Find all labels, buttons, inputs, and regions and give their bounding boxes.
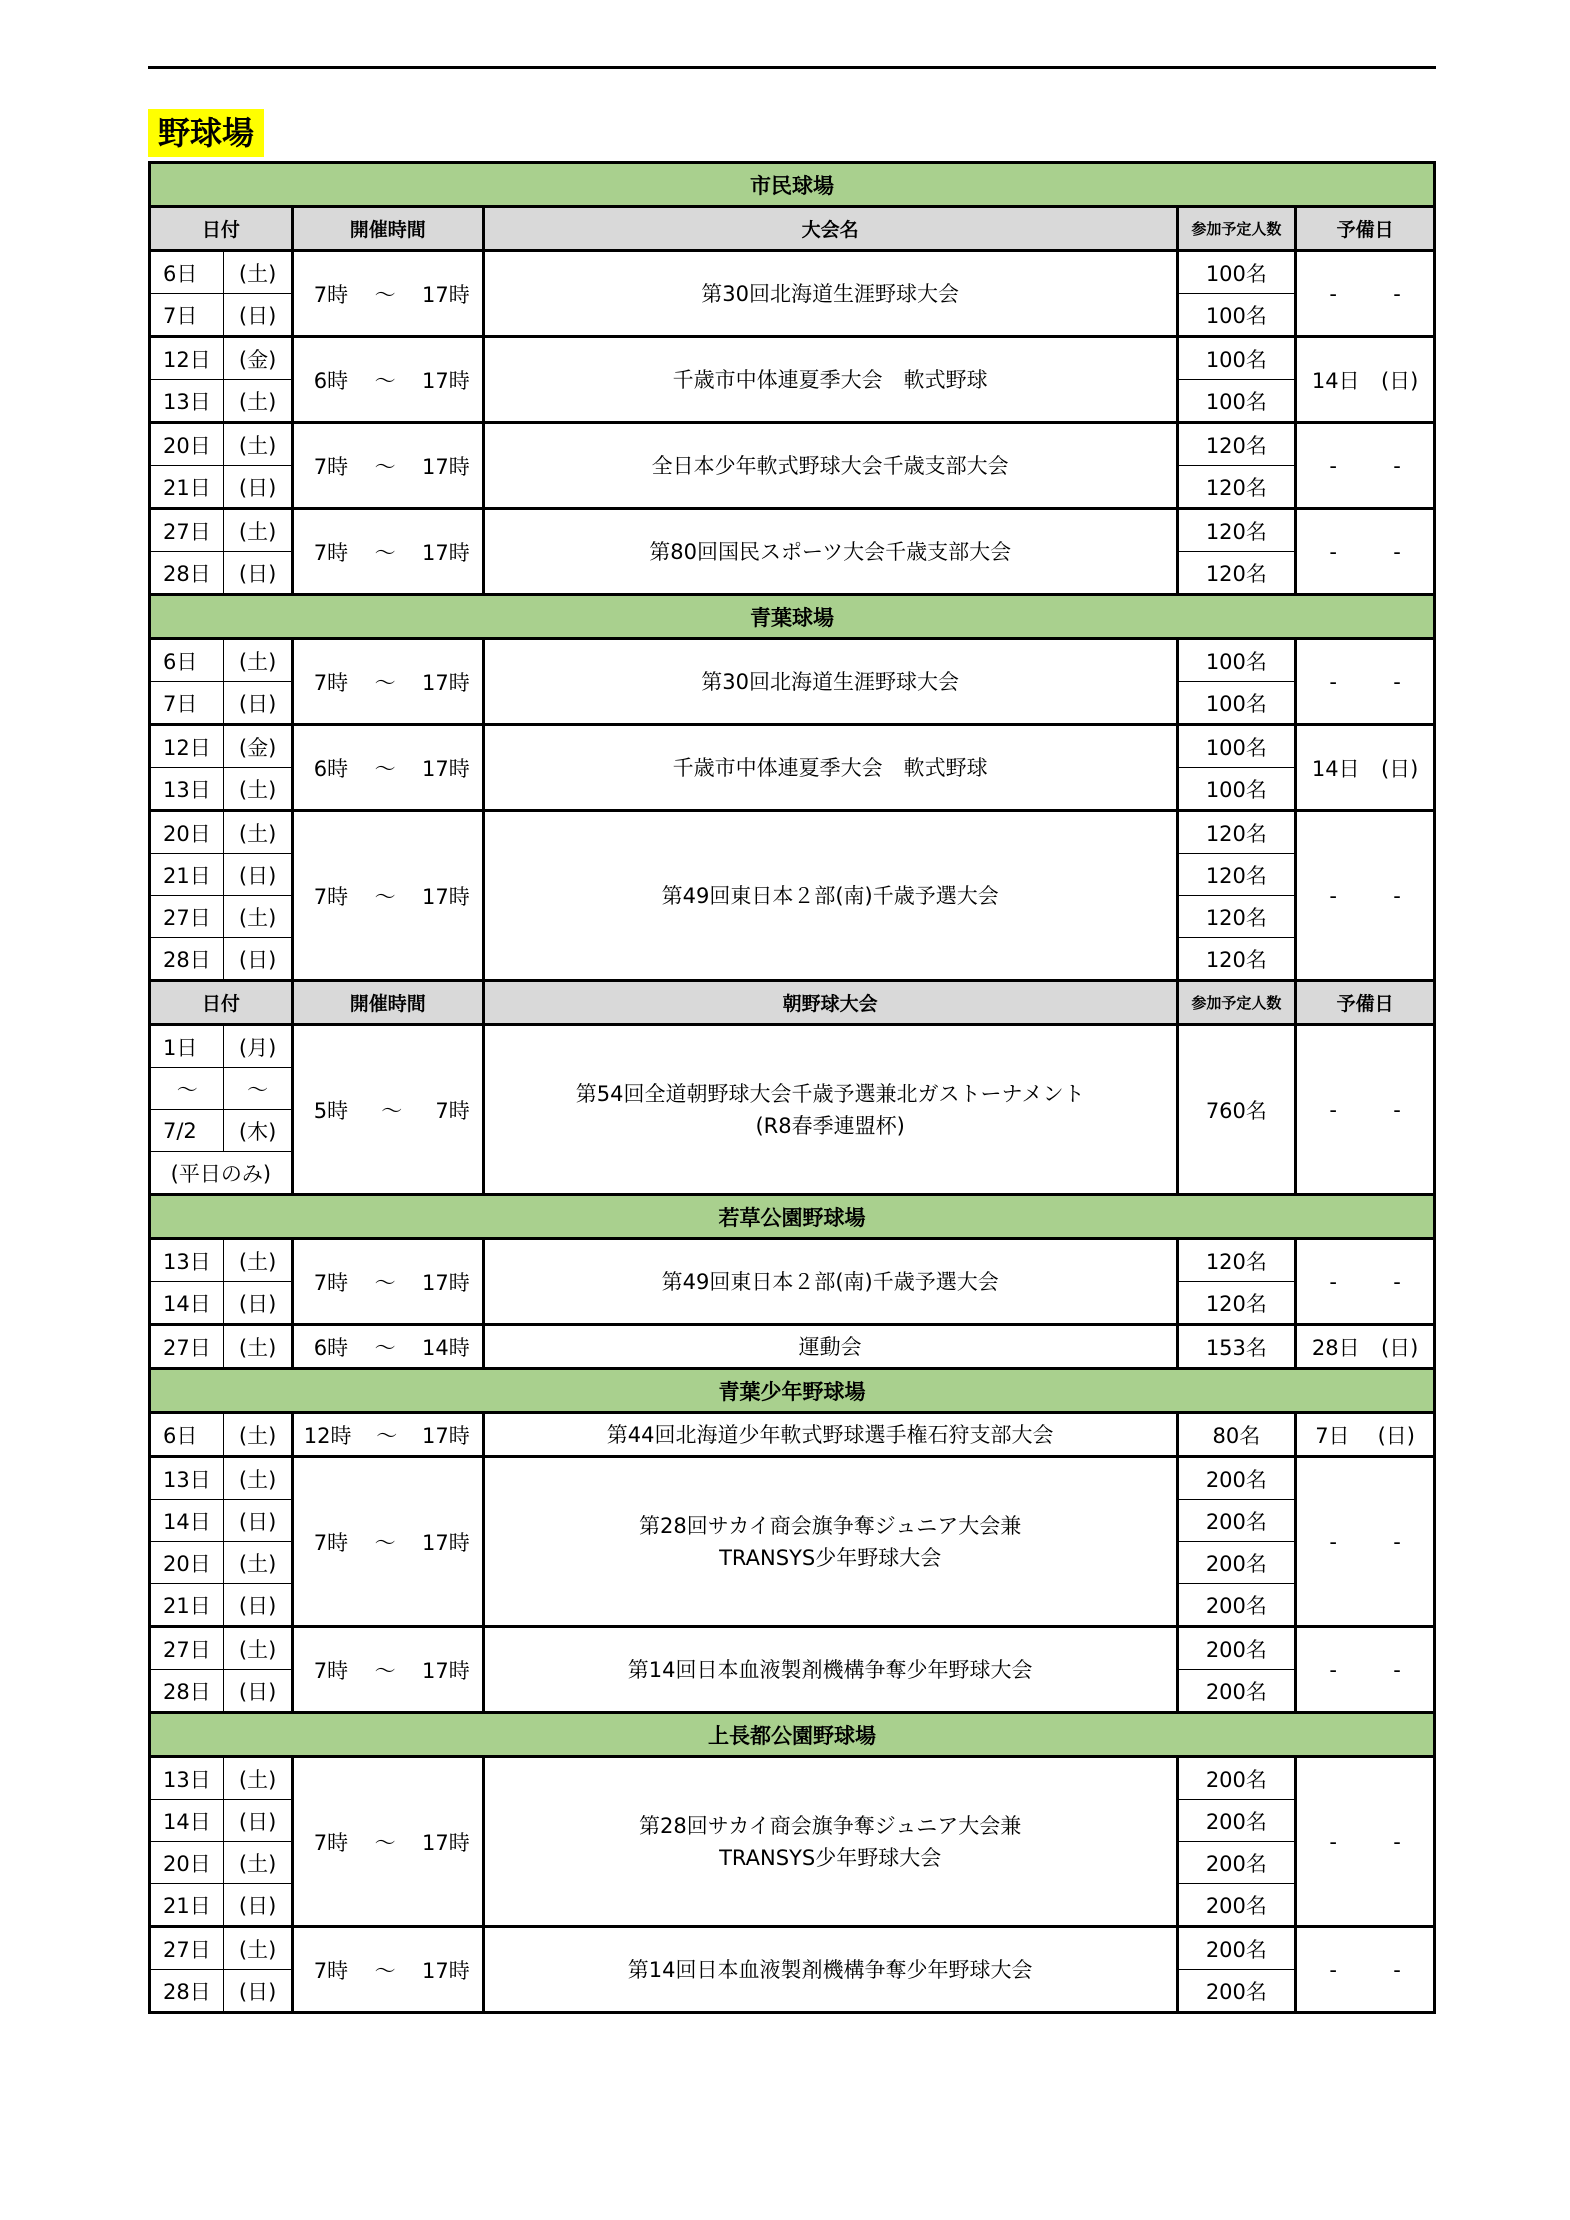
date-cell: 6日 — [150, 639, 224, 682]
table-row — [150, 423, 1435, 466]
weekday-cell: (土) — [224, 896, 292, 938]
reserve-weekday: - — [1393, 281, 1401, 306]
end-time: 17時 — [422, 540, 470, 565]
participants-cell: 120名 — [1177, 854, 1296, 896]
weekday-cell: (日) — [224, 1800, 292, 1842]
time-cell — [292, 337, 483, 423]
participants-cell: 100名 — [1177, 639, 1296, 682]
date-cell: 27日 — [150, 896, 224, 938]
start-time: 7時 — [313, 1530, 349, 1555]
date-cell: 13日 — [150, 1239, 224, 1282]
reserve-day: 14日 — [1311, 368, 1360, 393]
reserve-day: - — [1329, 539, 1337, 564]
weekday-cell: (土) — [224, 380, 292, 423]
tilde: ～ — [374, 670, 396, 695]
table-row — [150, 509, 1435, 552]
participants-cell: 760名 — [1177, 1025, 1296, 1195]
weekday-cell: (土) — [224, 1757, 292, 1800]
table-row — [150, 1239, 1435, 1282]
reserve-weekday: (日) — [1380, 756, 1419, 781]
schedule-body — [150, 163, 1435, 2013]
end-time: 17時 — [422, 884, 470, 909]
reserve-cell — [1296, 509, 1435, 595]
top-rule — [148, 66, 1436, 69]
participants-cell: 200名 — [1177, 1757, 1296, 1800]
time-cell — [292, 725, 483, 811]
reserve-weekday: (日) — [1380, 368, 1419, 393]
start-time: 7時 — [313, 1830, 349, 1855]
reserve-cell — [1296, 1413, 1435, 1457]
start-time: 6時 — [313, 756, 349, 781]
reserve-day: - — [1329, 1657, 1337, 1682]
date-cell: 28日 — [150, 1970, 224, 2013]
header-date: 日付 — [150, 981, 293, 1025]
participants-cell: 200名 — [1177, 1542, 1296, 1584]
date-cell: 6日 — [150, 251, 224, 294]
table-row — [150, 1627, 1435, 1670]
tilde: ～ — [374, 368, 396, 393]
participants-cell: 120名 — [1177, 938, 1296, 981]
reserve-weekday: - — [1393, 1097, 1401, 1122]
table-row — [150, 1413, 1435, 1457]
header-reserve: 予備日 — [1296, 981, 1435, 1025]
reserve-weekday: - — [1393, 1269, 1401, 1294]
weekday-cell: (日) — [224, 1670, 292, 1713]
weekday-cell: (日) — [224, 682, 292, 725]
event-name: 千歳市中体連夏季大会 軟式野球 — [483, 337, 1177, 423]
participants-cell: 120名 — [1177, 423, 1296, 466]
reserve-weekday: (日) — [1377, 1423, 1415, 1448]
page-title: 野球場 — [148, 109, 264, 157]
time-cell — [292, 1325, 483, 1369]
participants-cell: 200名 — [1177, 1457, 1296, 1500]
weekday-cell: (土) — [224, 1325, 292, 1369]
venue-name: 青葉球場 — [150, 595, 1435, 639]
participants-cell: 200名 — [1177, 1927, 1296, 1970]
table-row — [150, 811, 1435, 854]
weekday-cell: (土) — [224, 423, 292, 466]
reserve-day: - — [1329, 1829, 1337, 1854]
reserve-weekday: (日) — [1380, 1335, 1419, 1360]
date-cell: 14日 — [150, 1500, 224, 1542]
table-row — [150, 1325, 1435, 1369]
participants-cell: 200名 — [1177, 1500, 1296, 1542]
reserve-cell — [1296, 1927, 1435, 2013]
reserve-day: 7日 — [1315, 1423, 1350, 1448]
date-cell: 13日 — [150, 1457, 224, 1500]
weekday-cell: (土) — [224, 1842, 292, 1884]
tilde: ～ — [376, 1423, 398, 1448]
start-time: 5時 — [313, 1098, 349, 1123]
reserve-weekday: - — [1393, 453, 1401, 478]
participants-cell: 120名 — [1177, 509, 1296, 552]
date-cell: 7日 — [150, 294, 224, 337]
weekday-cell: (日) — [224, 294, 292, 337]
reserve-cell — [1296, 337, 1435, 423]
reserve-cell — [1296, 639, 1435, 725]
weekday-cell: (土) — [224, 251, 292, 294]
participants-cell: 200名 — [1177, 1627, 1296, 1670]
reserve-cell — [1296, 423, 1435, 509]
date-cell: 6日 — [150, 1413, 224, 1457]
participants-cell: 153名 — [1177, 1325, 1296, 1369]
time-cell — [292, 1757, 483, 1927]
date-cell: 1日 — [150, 1025, 224, 1068]
date-cell: 7日 — [150, 682, 224, 725]
header-event: 大会名 — [483, 207, 1177, 251]
tilde: ～ — [374, 884, 396, 909]
event-name: 第30回北海道生涯野球大会 — [483, 639, 1177, 725]
time-cell — [292, 1025, 483, 1195]
reserve-cell — [1296, 725, 1435, 811]
end-time: 17時 — [422, 454, 470, 479]
weekday-cell: (土) — [224, 1627, 292, 1670]
table-row — [150, 1025, 1435, 1068]
table-row — [150, 1757, 1435, 1800]
weekday-cell: (日) — [224, 1584, 292, 1627]
participants-cell: 80名 — [1177, 1413, 1296, 1457]
participants-cell: 100名 — [1177, 337, 1296, 380]
schedule-table — [148, 161, 1436, 2014]
reserve-day: - — [1329, 669, 1337, 694]
weekday-cell: (木) — [224, 1110, 292, 1152]
participants-cell: 100名 — [1177, 294, 1296, 337]
tilde: ～ — [374, 1830, 396, 1855]
reserve-weekday: - — [1393, 1829, 1401, 1854]
date-cell: 13日 — [150, 1757, 224, 1800]
tilde: ～ — [374, 1270, 396, 1295]
participants-cell: 100名 — [1177, 251, 1296, 294]
date-cell: 20日 — [150, 423, 224, 466]
weekday-cell: (日) — [224, 1500, 292, 1542]
venue-row — [150, 1713, 1435, 1757]
weekday-cell: (日) — [224, 1970, 292, 2013]
date-cell: 21日 — [150, 466, 224, 509]
venue-row — [150, 595, 1435, 639]
date-cell: 27日 — [150, 509, 224, 552]
reserve-day: - — [1329, 453, 1337, 478]
header-date: 日付 — [150, 207, 293, 251]
event-name: 第14回日本血液製剤機構争奪少年野球大会 — [483, 1627, 1177, 1713]
event-name-line2: (R8春季連盟杯) — [755, 1113, 905, 1138]
table-row — [150, 251, 1435, 294]
start-time: 12時 — [303, 1423, 352, 1448]
date-cell: 20日 — [150, 811, 224, 854]
participants-cell: 120名 — [1177, 811, 1296, 854]
participants-cell: 100名 — [1177, 682, 1296, 725]
date-cell: 27日 — [150, 1927, 224, 1970]
header-participants: 参加予定人数 — [1177, 981, 1296, 1025]
start-time: 7時 — [313, 540, 349, 565]
venue-row — [150, 1195, 1435, 1239]
time-cell — [292, 639, 483, 725]
start-time: 7時 — [313, 1270, 349, 1295]
weekday-cell: (月) — [224, 1025, 292, 1068]
participants-cell: 200名 — [1177, 1842, 1296, 1884]
reserve-weekday: - — [1393, 883, 1401, 908]
time-cell — [292, 423, 483, 509]
header-reserve: 予備日 — [1296, 207, 1435, 251]
header-time: 開催時間 — [292, 207, 483, 251]
time-cell — [292, 1927, 483, 2013]
participants-cell: 120名 — [1177, 896, 1296, 938]
weekday-cell: (金) — [224, 337, 292, 380]
reserve-cell — [1296, 251, 1435, 337]
reserve-cell — [1296, 1325, 1435, 1369]
start-time: 6時 — [313, 368, 349, 393]
venue-name: 青葉少年野球場 — [150, 1369, 1435, 1413]
start-time: 7時 — [313, 884, 349, 909]
weekday-cell: (日) — [224, 466, 292, 509]
end-time: 17時 — [422, 1658, 470, 1683]
reserve-weekday: - — [1393, 669, 1401, 694]
end-time: 17時 — [422, 1830, 470, 1855]
participants-cell: 200名 — [1177, 1800, 1296, 1842]
date-cell: 20日 — [150, 1842, 224, 1884]
event-name — [483, 1025, 1177, 1195]
event-name — [483, 1757, 1177, 1927]
venue-row — [150, 163, 1435, 207]
reserve-weekday: - — [1393, 539, 1401, 564]
date-cell: 28日 — [150, 1670, 224, 1713]
weekday-cell: (日) — [224, 938, 292, 981]
time-cell — [292, 509, 483, 595]
participants-cell: 120名 — [1177, 466, 1296, 509]
event-name-line2: TRANSYS少年野球大会 — [719, 1845, 942, 1870]
date-cell: 27日 — [150, 1325, 224, 1369]
participants-cell: 100名 — [1177, 768, 1296, 811]
event-name: 千歳市中体連夏季大会 軟式野球 — [483, 725, 1177, 811]
venue-name: 若草公園野球場 — [150, 1195, 1435, 1239]
tilde: ～ — [374, 756, 396, 781]
tilde: ～ — [374, 1958, 396, 1983]
time-cell — [292, 1239, 483, 1325]
participants-cell: 100名 — [1177, 725, 1296, 768]
event-name: 第80回国民スポーツ大会千歳支部大会 — [483, 509, 1177, 595]
end-time: 7時 — [435, 1098, 470, 1123]
start-time: 7時 — [313, 282, 349, 307]
end-time: 17時 — [422, 1270, 470, 1295]
participants-cell: 200名 — [1177, 1584, 1296, 1627]
date-cell: ～ — [150, 1068, 224, 1110]
event-name: 運動会 — [483, 1325, 1177, 1369]
weekday-cell: (土) — [224, 1927, 292, 1970]
date-cell: 14日 — [150, 1282, 224, 1325]
venue-row — [150, 1369, 1435, 1413]
header-time: 開催時間 — [292, 981, 483, 1025]
start-time: 7時 — [313, 454, 349, 479]
reserve-cell — [1296, 1457, 1435, 1627]
start-time: 6時 — [313, 1335, 349, 1360]
end-time: 17時 — [422, 1530, 470, 1555]
tilde: ～ — [374, 282, 396, 307]
event-name: 第30回北海道生涯野球大会 — [483, 251, 1177, 337]
participants-cell: 200名 — [1177, 1670, 1296, 1713]
table-row — [150, 639, 1435, 682]
reserve-day: 28日 — [1311, 1335, 1360, 1360]
participants-cell: 200名 — [1177, 1884, 1296, 1927]
event-name: 第44回北海道少年軟式野球選手権石狩支部大会 — [483, 1413, 1177, 1457]
start-time: 7時 — [313, 1658, 349, 1683]
weekday-cell: (土) — [224, 639, 292, 682]
header-participants: 参加予定人数 — [1177, 207, 1296, 251]
end-time: 17時 — [422, 1958, 470, 1983]
table-row — [150, 725, 1435, 768]
reserve-weekday: - — [1393, 1957, 1401, 1982]
event-name-line2: TRANSYS少年野球大会 — [719, 1545, 942, 1570]
tilde: ～ — [374, 1658, 396, 1683]
reserve-weekday: - — [1393, 1657, 1401, 1682]
weekday-cell: (土) — [224, 768, 292, 811]
reserve-day: - — [1329, 281, 1337, 306]
table-row — [150, 1927, 1435, 1970]
event-name-line1: 第54回全道朝野球大会千歳予選兼北ガストーナメント — [575, 1081, 1085, 1106]
weekday-cell: (日) — [224, 552, 292, 595]
participants-cell: 120名 — [1177, 1282, 1296, 1325]
date-cell: 12日 — [150, 725, 224, 768]
tilde: ～ — [374, 454, 396, 479]
date-cell: 21日 — [150, 854, 224, 896]
date-cell: 21日 — [150, 1584, 224, 1627]
weekday-cell: (土) — [224, 1457, 292, 1500]
start-time: 7時 — [313, 670, 349, 695]
event-name — [483, 1457, 1177, 1627]
time-cell — [292, 1457, 483, 1627]
weekday-cell: (土) — [224, 509, 292, 552]
reserve-weekday: - — [1393, 1529, 1401, 1554]
tilde: ～ — [374, 1335, 396, 1360]
header-morning-event: 朝野球大会 — [483, 981, 1177, 1025]
weekday-cell: (日) — [224, 1884, 292, 1927]
end-time: 17時 — [422, 670, 470, 695]
date-cell: 28日 — [150, 938, 224, 981]
date-cell: 20日 — [150, 1542, 224, 1584]
end-time: 17時 — [422, 756, 470, 781]
tilde: ～ — [374, 1530, 396, 1555]
event-name-line1: 第28回サカイ商会旗争奪ジュニア大会兼 — [639, 1813, 1022, 1838]
reserve-day: 14日 — [1311, 756, 1360, 781]
end-time: 17時 — [422, 1423, 470, 1448]
date-cell: 21日 — [150, 1884, 224, 1927]
time-cell — [292, 811, 483, 981]
reserve-day: - — [1329, 883, 1337, 908]
weekday-cell: (土) — [224, 1542, 292, 1584]
weekday-cell: (土) — [224, 811, 292, 854]
participants-cell: 100名 — [1177, 380, 1296, 423]
reserve-day: - — [1329, 1269, 1337, 1294]
reserve-cell — [1296, 1025, 1435, 1195]
weekday-cell: (土) — [224, 1239, 292, 1282]
venue-name: 市民球場 — [150, 163, 1435, 207]
participants-cell: 120名 — [1177, 1239, 1296, 1282]
date-cell: 7/2 — [150, 1110, 224, 1152]
reserve-cell — [1296, 1239, 1435, 1325]
header-row — [150, 981, 1435, 1025]
reserve-cell — [1296, 1757, 1435, 1927]
time-cell — [292, 1413, 483, 1457]
tilde: ～ — [381, 1098, 403, 1123]
date-cell: 28日 — [150, 552, 224, 595]
event-name: 第49回東日本２部(南)千歳予選大会 — [483, 811, 1177, 981]
event-name: 全日本少年軟式野球大会千歳支部大会 — [483, 423, 1177, 509]
end-time: 14時 — [422, 1335, 470, 1360]
reserve-day: - — [1329, 1529, 1337, 1554]
weekday-cell: (日) — [224, 1282, 292, 1325]
event-name-line1: 第28回サカイ商会旗争奪ジュニア大会兼 — [639, 1513, 1022, 1538]
weekday-cell: (金) — [224, 725, 292, 768]
header-row — [150, 207, 1435, 251]
venue-name: 上長都公園野球場 — [150, 1713, 1435, 1757]
weekday-cell: (土) — [224, 1413, 292, 1457]
table-row — [150, 1457, 1435, 1500]
date-cell: 13日 — [150, 768, 224, 811]
weekday-only-note: (平日のみ) — [150, 1152, 293, 1195]
reserve-day: - — [1329, 1957, 1337, 1982]
time-cell — [292, 1627, 483, 1713]
event-name: 第49回東日本２部(南)千歳予選大会 — [483, 1239, 1177, 1325]
reserve-cell — [1296, 1627, 1435, 1713]
time-cell — [292, 251, 483, 337]
end-time: 17時 — [422, 368, 470, 393]
date-cell: 13日 — [150, 380, 224, 423]
participants-cell: 200名 — [1177, 1970, 1296, 2013]
start-time: 7時 — [313, 1958, 349, 1983]
reserve-cell — [1296, 811, 1435, 981]
participants-cell: 120名 — [1177, 552, 1296, 595]
end-time: 17時 — [422, 282, 470, 307]
weekday-cell: (日) — [224, 854, 292, 896]
event-name: 第14回日本血液製剤機構争奪少年野球大会 — [483, 1927, 1177, 2013]
date-cell: 14日 — [150, 1800, 224, 1842]
weekday-cell: ～ — [224, 1068, 292, 1110]
date-cell: 27日 — [150, 1627, 224, 1670]
table-row — [150, 337, 1435, 380]
tilde: ～ — [374, 540, 396, 565]
date-cell: 12日 — [150, 337, 224, 380]
reserve-day: - — [1329, 1097, 1337, 1122]
